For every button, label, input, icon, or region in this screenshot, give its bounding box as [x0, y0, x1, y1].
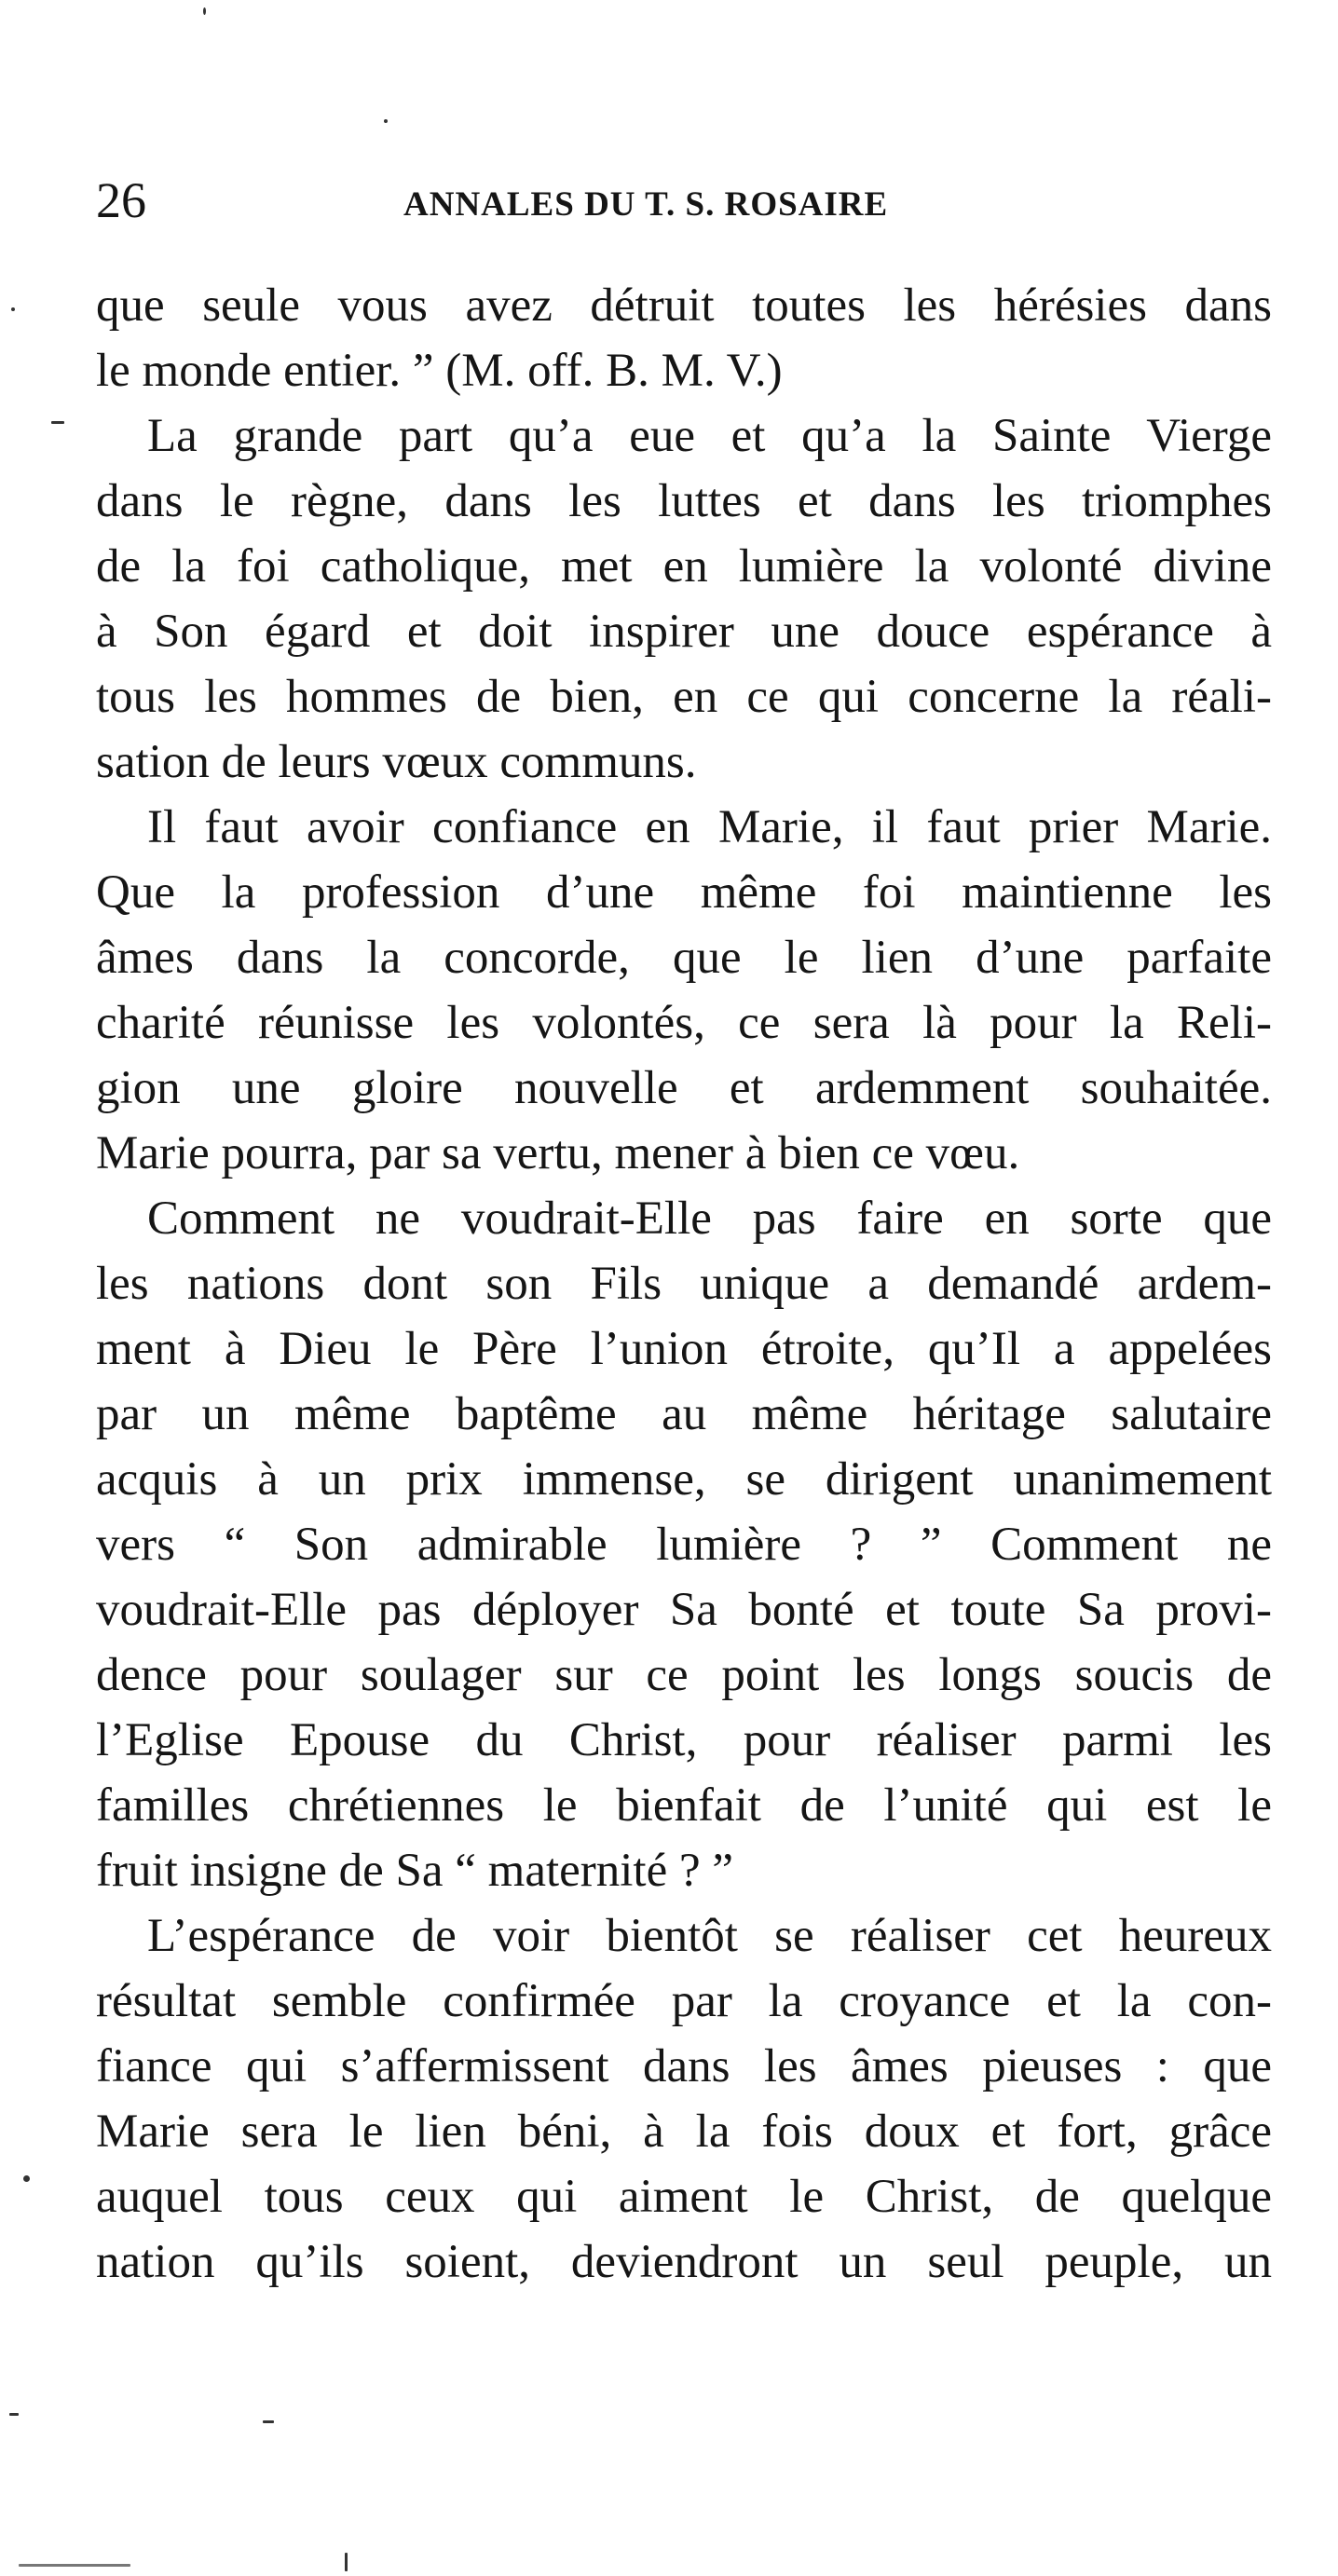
text-line: dans le règne, dans les luttes et dans les triomphes	[96, 475, 1272, 527]
scan-speck	[263, 2420, 274, 2423]
scan-speck	[19, 2564, 130, 2567]
text-line: dence pour soulager sur ce point les longs soucis de	[96, 1649, 1272, 1701]
paragraph-first-line: Il faut avoir confiance en Marie, il faut prier Marie.	[147, 801, 1272, 853]
text-line: acquis à un prix immense, se dirigent unanimement	[96, 1453, 1272, 1506]
scan-speck	[345, 2553, 348, 2571]
text-line: ment à Dieu le Père l’union étroite, qu’Il a appelées	[96, 1323, 1272, 1375]
text-line: que seule vous avez détruit toutes les hérésies dans	[96, 279, 1272, 332]
text-line: Marie sera le lien béni, à la fois doux et fort, grâce	[96, 2106, 1272, 2158]
text-line: fruit insigne de Sa “ maternité ? ”	[96, 1845, 733, 1897]
page-body	[96, 273, 1272, 2295]
page-number: 26	[96, 172, 146, 228]
scan-speck	[203, 7, 206, 15]
text-line: Que la profession d’une même foi maintienne les	[96, 866, 1272, 919]
text-line: résultat semble confirmée par la croyance et la con-	[96, 1975, 1272, 2027]
text-line: âmes dans la concorde, que le lien d’une parfaite	[96, 932, 1272, 984]
text-line: charité réunisse les volontés, ce sera là pour la Reli-	[96, 997, 1272, 1049]
paragraph-first-line: L’espérance de voir bientôt se réaliser cet heureux	[147, 1910, 1272, 1962]
text-line: par un même baptême au même héritage salutaire	[96, 1388, 1272, 1440]
paragraph-first-line: La grande part qu’a eue et qu’a la Sainte Vierge	[147, 410, 1272, 462]
text-line: auquel tous ceux qui aiment le Christ, de quelque	[96, 2171, 1272, 2223]
text-line: familles chrétiennes le bienfait de l’unité qui est le	[96, 1779, 1272, 1832]
text-line: le monde entier. ” (M. off. B. M. V.)	[96, 345, 783, 397]
scan-speck	[11, 307, 15, 311]
text-line: fiance qui s’affermissent dans les âmes pieuses : que	[96, 2040, 1272, 2092]
text-line: vers “ Son admirable lumière ? ” Comment ne	[96, 1519, 1272, 1571]
scan-speck	[23, 2175, 30, 2182]
scan-speck	[384, 119, 388, 123]
text-line: gion une gloire nouvelle et ardemment souhaitée.	[96, 1062, 1272, 1114]
text-line: nation qu’ils soient, deviendront un seul peuple, un	[96, 2236, 1272, 2288]
text-line: voudrait-Elle pas déployer Sa bonté et toute Sa provi-	[96, 1584, 1272, 1636]
text-line: l’Eglise Epouse du Christ, pour réaliser parmi les	[96, 1714, 1272, 1766]
paragraph-first-line: Comment ne voudrait-Elle pas faire en sorte que	[147, 1193, 1272, 1245]
text-line: tous les hommes de bien, en ce qui concerne la réali-	[96, 671, 1272, 723]
running-header	[96, 172, 1256, 238]
running-title: ANNALES DU T. S. ROSAIRE	[403, 185, 889, 224]
scan-speck	[51, 421, 64, 424]
text-line: Marie pourra, par sa vertu, mener à bien ce vœu.	[96, 1127, 1020, 1179]
scan-speck	[9, 2413, 19, 2416]
text-line: les nations dont son Fils unique a demandé ardem-	[96, 1258, 1272, 1310]
text-line: à Son égard et doit inspirer une douce espérance à	[96, 606, 1272, 658]
text-line: de la foi catholique, met en lumière la volonté divine	[96, 540, 1272, 593]
text-line: sation de leurs vœux communs.	[96, 736, 697, 788]
